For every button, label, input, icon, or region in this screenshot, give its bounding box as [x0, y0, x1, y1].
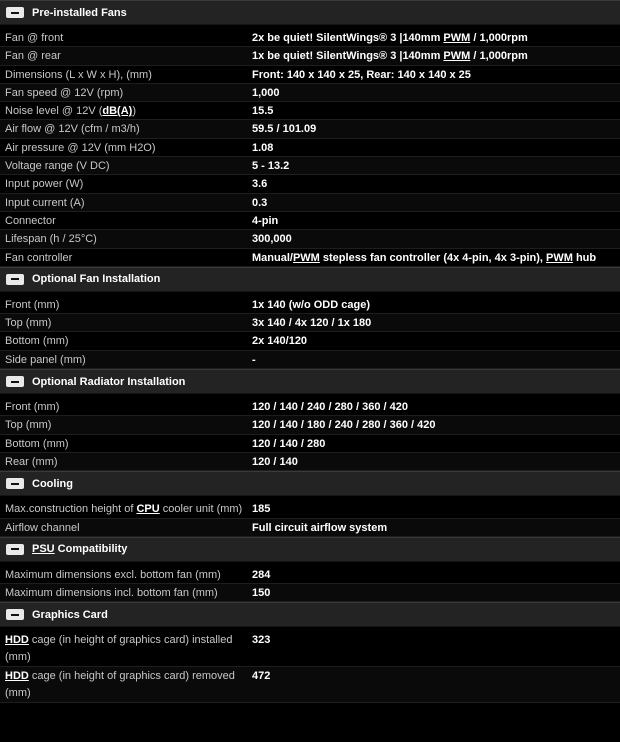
spec-table — [0, 500, 620, 537]
spec-row — [0, 66, 620, 84]
spec-row — [0, 500, 620, 518]
spec-label: Bottom (mm) — [5, 437, 69, 450]
spec-label: Voltage range (V DC) — [5, 160, 110, 173]
spec-label: Bottom (mm) — [5, 335, 69, 348]
spec-label: Fan controller — [5, 251, 73, 264]
spec-value — [252, 47, 620, 64]
section-psu-compatibility — [0, 537, 620, 603]
value-text: 2x be quiet! SilentWings® 3 |140mm — [252, 32, 444, 44]
label-text: cage (in height of graphics card) installed (mm) — [5, 634, 233, 664]
spec-row — [0, 314, 620, 332]
label-text: Noise level @ 12V ( — [5, 105, 103, 118]
spec-row — [0, 416, 620, 434]
spec-label: Front (mm) — [5, 401, 60, 414]
spec-row — [0, 212, 620, 230]
spec-label: Rear (mm) — [5, 455, 58, 468]
spec-table — [0, 29, 620, 267]
spec-label: Front (mm) — [5, 298, 60, 311]
value-text: 1x be quiet! SilentWings® 3 |140mm — [252, 50, 444, 63]
spec-row — [0, 332, 620, 350]
section-header-cooling[interactable] — [0, 471, 620, 496]
value-text: / 1,000rpm — [470, 50, 528, 63]
spec-label: Side panel (mm) — [5, 353, 86, 366]
spec-value: 1,000 — [252, 86, 280, 99]
spec-label: Lifespan (h / 25°C) — [5, 233, 97, 246]
spec-label: Top (mm) — [5, 419, 52, 432]
spec-label: Airflow channel — [5, 521, 80, 534]
section-graphics-card — [0, 602, 620, 703]
section-title: Optional Radiator Installation — [32, 375, 186, 388]
spec-row — [0, 120, 620, 138]
spec-label: Fan speed @ 12V (rpm) — [5, 86, 124, 99]
spec-row — [0, 667, 620, 703]
spec-label: Input current (A) — [5, 196, 85, 209]
spec-value: 120 / 140 / 180 / 240 / 280 / 360 / 420 — [252, 419, 436, 432]
value-text: / 1,000rpm — [470, 32, 528, 44]
spec-value: 3.6 — [252, 178, 268, 191]
spec-row — [0, 631, 620, 667]
spec-value: 284 — [252, 568, 271, 581]
spec-label — [0, 667, 252, 702]
spec-row — [0, 453, 620, 471]
section-cooling — [0, 471, 620, 537]
spec-row — [0, 47, 620, 65]
collapse-minus-icon[interactable] — [6, 7, 24, 18]
spec-row — [0, 139, 620, 157]
collapse-minus-icon[interactable] — [6, 274, 24, 285]
section-header-preinstalled-fans[interactable] — [0, 0, 620, 25]
spec-value: 5 - 13.2 — [252, 160, 290, 173]
section-header-radiator-installation[interactable] — [0, 369, 620, 394]
spec-label: Fan @ front — [5, 32, 64, 44]
cpu-link[interactable]: CPU — [136, 503, 160, 516]
spec-row — [0, 435, 620, 453]
spec-table — [0, 566, 620, 603]
spec-value: 120 / 140 / 280 — [252, 437, 326, 450]
spec-label: Maximum dimensions excl. bottom fan (mm) — [5, 568, 221, 581]
spec-value: 1.08 — [252, 141, 274, 154]
pwm-link[interactable]: PWM — [546, 251, 573, 264]
label-text: ) — [132, 105, 136, 118]
spec-label — [0, 500, 252, 517]
spec-row — [0, 296, 620, 314]
section-header-psu-compatibility[interactable] — [0, 537, 620, 562]
spec-row — [0, 584, 620, 602]
spec-row — [0, 249, 620, 267]
spec-label — [0, 102, 252, 119]
spec-row — [0, 29, 620, 47]
spec-row — [0, 351, 620, 369]
hdd-link[interactable]: HDD — [5, 670, 29, 683]
spec-value: Front: 140 x 140 x 25, Rear: 140 x 140 x 25 — [252, 68, 471, 81]
label-text: Max.construction height of — [5, 503, 137, 516]
spec-table — [0, 398, 620, 471]
spec-value: 120 / 140 — [252, 455, 298, 468]
spec-row — [0, 519, 620, 537]
spec-label — [0, 631, 252, 666]
spec-value: 59.5 / 101.09 — [252, 123, 317, 136]
collapse-minus-icon[interactable] — [6, 376, 24, 387]
spec-value: Full circuit airflow system — [252, 521, 388, 534]
section-header-fan-installation[interactable] — [0, 267, 620, 292]
value-text: stepless fan controller (4x 4-pin, 4x 3-pin), — [319, 251, 547, 264]
psu-link[interactable]: PSU — [32, 543, 55, 556]
section-preinstalled-fans — [0, 0, 620, 267]
collapse-minus-icon[interactable] — [6, 478, 24, 489]
spec-value: - — [252, 353, 256, 366]
section-title: Optional Fan Installation — [32, 273, 161, 286]
pwm-link[interactable]: PWM — [443, 50, 471, 63]
spec-table — [0, 631, 620, 703]
spec-value: 150 — [252, 587, 271, 600]
title-text: Compatibility — [54, 543, 128, 556]
spec-row — [0, 194, 620, 212]
collapse-minus-icon[interactable] — [6, 609, 24, 620]
section-title — [32, 543, 127, 555]
spec-row — [0, 102, 620, 120]
spec-row — [0, 566, 620, 584]
section-title: Cooling — [32, 477, 73, 490]
spec-value: 2x 140/120 — [252, 335, 308, 348]
spec-row — [0, 175, 620, 193]
spec-label: Input power (W) — [5, 178, 84, 191]
dba-link[interactable]: dB(A) — [102, 105, 133, 118]
section-title: Pre-installed Fans — [32, 6, 127, 19]
label-text: cage (in height of graphics card) removed (mm) — [5, 670, 235, 700]
spec-label: Air flow @ 12V (cfm / m3/h) — [5, 123, 140, 136]
spec-row — [0, 157, 620, 175]
section-fan-installation — [0, 267, 620, 369]
spec-value — [252, 249, 620, 266]
value-text: Manual/ — [252, 251, 293, 264]
hdd-link[interactable]: HDD — [5, 634, 29, 647]
spec-label: Air pressure @ 12V (mm H2O) — [5, 141, 156, 154]
label-text: cooler unit (mm) — [159, 503, 243, 516]
spec-value: 185 — [252, 503, 271, 516]
spec-value: 3x 140 / 4x 120 / 1x 180 — [252, 317, 372, 330]
spec-row — [0, 398, 620, 416]
pwm-link[interactable]: PWM — [443, 32, 471, 44]
spec-value: 4-pin — [252, 214, 279, 227]
section-title: Graphics Card — [32, 608, 108, 621]
collapse-minus-icon[interactable] — [6, 544, 24, 555]
spec-row — [0, 84, 620, 102]
spec-table — [0, 296, 620, 369]
spec-row — [0, 230, 620, 248]
spec-label: Maximum dimensions incl. bottom fan (mm) — [5, 587, 218, 600]
spec-value: 323 — [252, 634, 271, 647]
spec-value: 15.5 — [252, 105, 274, 118]
spec-value: 0.3 — [252, 196, 268, 209]
spec-label: Connector — [5, 214, 56, 227]
section-radiator-installation — [0, 369, 620, 471]
spec-value: 1x 140 (w/o ODD cage) — [252, 298, 370, 311]
value-text: hub — [572, 251, 597, 264]
spec-label: Top (mm) — [5, 317, 52, 330]
spec-label: Dimensions (L x W x H), (mm) — [5, 68, 152, 81]
pwm-link[interactable]: PWM — [292, 251, 320, 264]
spec-label: Fan @ rear — [5, 50, 61, 63]
spec-value: 472 — [252, 670, 271, 683]
spec-value: 120 / 140 / 240 / 280 / 360 / 420 — [252, 401, 408, 414]
section-header-graphics-card[interactable] — [0, 602, 620, 627]
spec-value — [252, 29, 620, 46]
spec-value: 300,000 — [252, 233, 292, 246]
